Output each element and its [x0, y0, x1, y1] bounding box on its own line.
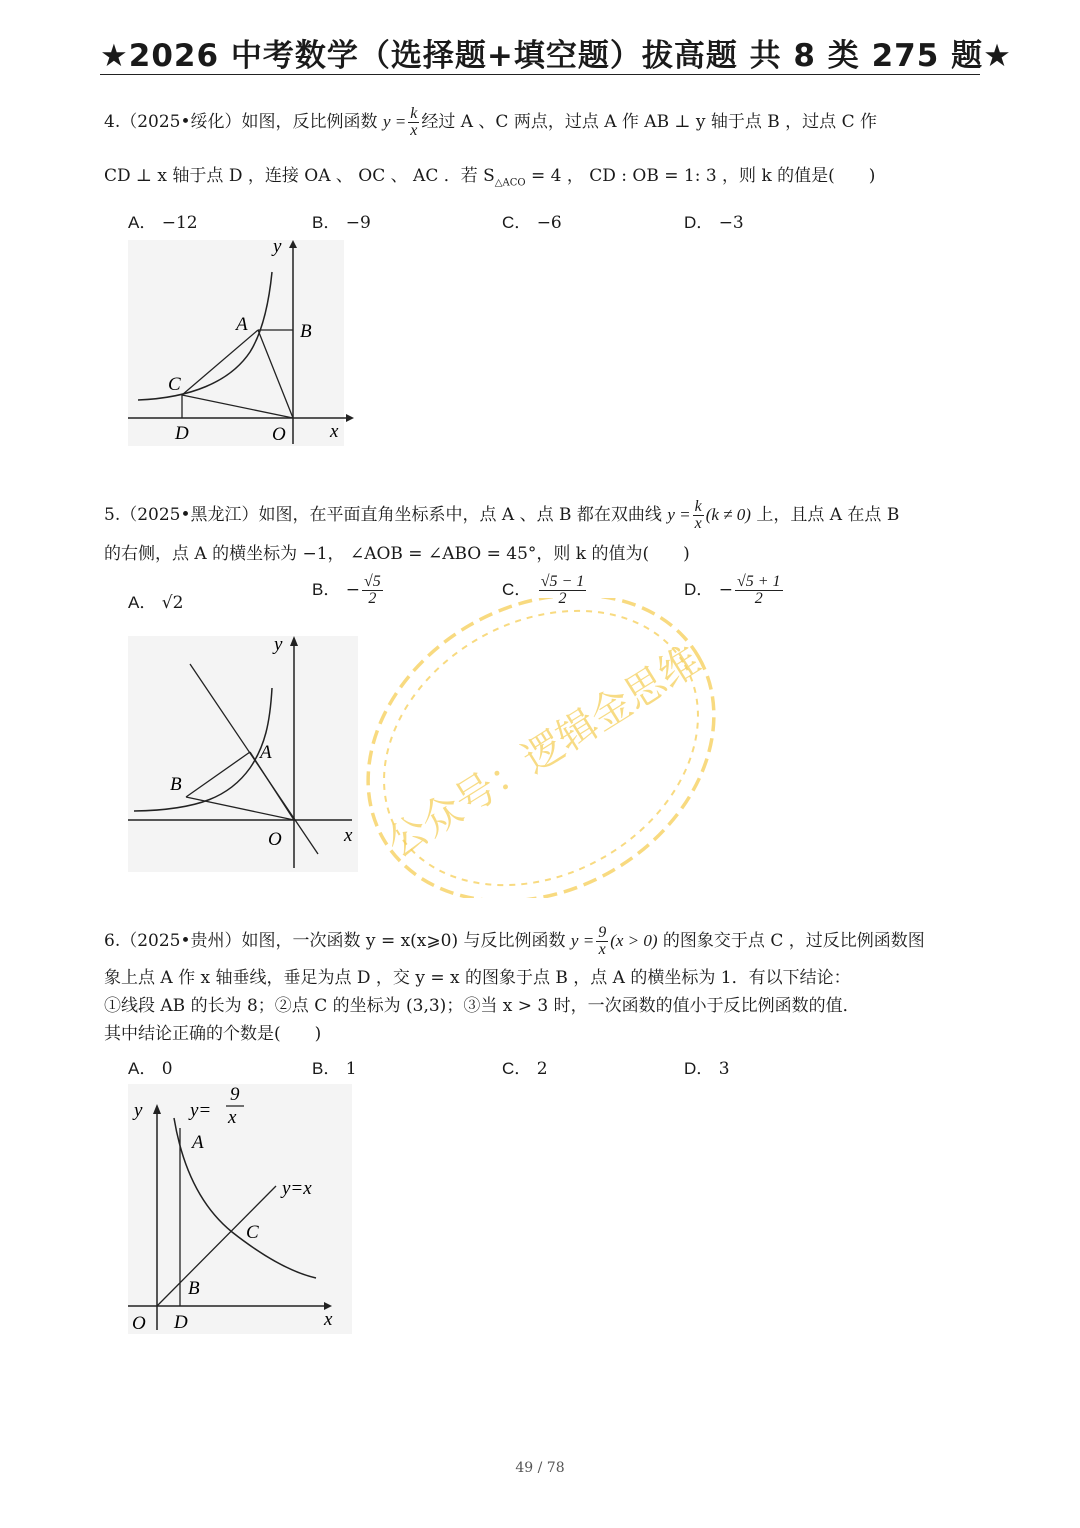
q5-option-c[interactable]: C． $\frac{√5 - 1}{2}$: [502, 573, 585, 607]
label-y: y: [274, 634, 283, 655]
watermark-text: 公众号：逻辑金思维: [378, 637, 709, 868]
q5-fraction: $\frac{k}{x}$: [694, 498, 702, 532]
label-curve-y: y=: [190, 1100, 212, 1121]
q5-number: 5.: [104, 505, 121, 525]
q4-source: （2025•绥化）: [120, 112, 242, 132]
q4-func-lhs: y =: [382, 112, 407, 131]
label-curve-den: x: [228, 1107, 237, 1128]
label-y: y: [134, 1100, 143, 1121]
q6-option-a[interactable]: A． 0: [128, 1059, 173, 1079]
page-title: ★2026 中考数学（选择题+填空题）拔高题 共 8 类 275 题★: [100, 38, 1012, 74]
header-divider: [100, 74, 980, 75]
q6-source: （2025•贵州）: [120, 931, 242, 951]
label-a: A: [236, 314, 248, 335]
q5-line2: 的右侧，点 A 的横坐标为 −1， ∠AOB = ∠ABO = 45°，则 k 的值为( ): [104, 544, 690, 564]
q4-option-c[interactable]: C． −6: [502, 213, 562, 233]
q6-option-b[interactable]: B． 1: [312, 1059, 357, 1079]
x-axis-arrow: [346, 414, 354, 422]
label-x: x: [344, 825, 353, 846]
label-b: B: [300, 321, 312, 342]
figure-background: [128, 240, 344, 446]
q5-option-a[interactable]: A． √2: [128, 593, 184, 613]
q4-option-d[interactable]: D． −3: [684, 213, 744, 233]
q6-line3: ①线段 AB 的长为 8；②点 C 的坐标为 (3,3)；③当 x > 3 时，一次函数的值小于反比例函数的值．: [104, 996, 860, 1016]
q6-figure: [120, 1076, 360, 1340]
q4-option-b[interactable]: B． −9: [312, 213, 371, 233]
q4-line1: [104, 106, 877, 139]
label-yx: y=x: [282, 1178, 312, 1199]
q5-option-d[interactable]: D． − $\frac{√5 + 1}{2}$: [684, 573, 781, 607]
label-c: C: [168, 374, 181, 395]
label-x: x: [330, 421, 339, 442]
label-d: D: [174, 1312, 188, 1333]
q5-source: （2025•黑龙江）: [120, 505, 259, 525]
q4-option-a[interactable]: A． −12: [128, 213, 198, 233]
q6-option-d[interactable]: D． 3: [684, 1059, 730, 1079]
q4-number: 4.: [104, 112, 121, 132]
q4-line2: CD ⊥ x 轴于点 D ，连接 OA 、 OC 、 AC ．若 $S_{\triangle ACO} = 4$ ， CD : OB = 1: 3 ，则 k 的值是( ): [104, 166, 876, 189]
q5-option-b[interactable]: B． − $\frac{√5}{2}$: [312, 573, 381, 607]
label-a: A: [260, 742, 272, 763]
q5-text-a: 如图，在平面直角坐标系中，点 A 、点 B 都在双曲线: [258, 505, 668, 525]
q6-line2: 象上点 A 作 x 轴垂线，垂足为点 D ，交 y = x 的图象于点 B ，点 A 的横坐标为 1．有以下结论：: [104, 968, 851, 988]
q6-number: 6.: [104, 931, 121, 951]
q6-option-c[interactable]: C． 2: [502, 1059, 548, 1079]
q6-line1: 6.（2025•贵州）如图，一次函数 y = x(x⩾0) 与反比例函数 y = $\frac{9}{x}$ (x > 0) 的图象交于点 C ，过反比例函数图: [104, 924, 925, 958]
q5-figure: [120, 628, 370, 876]
label-y: y: [273, 236, 282, 257]
figure-background: [128, 636, 358, 872]
label-d: D: [175, 423, 189, 444]
label-curve-num: 9: [230, 1084, 240, 1105]
page-number: 49 / 78: [515, 1460, 565, 1476]
q6-fraction: $\frac{9}{x}$: [598, 924, 607, 958]
q4-figure: [120, 232, 360, 452]
label-x: x: [324, 1309, 333, 1330]
watermark-outer-ring: [352, 598, 730, 898]
q4-text-b: 经过 A 、C 两点，过点 A 作 AB ⊥ y 轴于点 B ，过点 C 作: [421, 112, 877, 132]
q4-fraction: $\frac{k}{x}$: [410, 105, 418, 139]
label-b: B: [170, 774, 182, 795]
label-o: O: [272, 424, 286, 445]
label-c: C: [246, 1222, 259, 1243]
q5-line1: 5.（2025•黑龙江）如图，在平面直角坐标系中，点 A 、点 B 都在双曲线 y = $\frac{k}{x}$ (k ≠ 0) 上，且点 A 在点 B: [104, 498, 900, 532]
label-o: O: [268, 829, 282, 850]
label-a: A: [192, 1132, 204, 1153]
label-b: B: [188, 1278, 200, 1299]
figure-background: [128, 1084, 352, 1334]
watermark-stamp: [352, 598, 730, 898]
q6-line4: 其中结论正确的个数是( ): [104, 1024, 322, 1044]
watermark-inner-ring: [352, 598, 730, 898]
label-o: O: [132, 1313, 146, 1334]
q4-text-a: 如图，反比例函数: [241, 112, 383, 132]
